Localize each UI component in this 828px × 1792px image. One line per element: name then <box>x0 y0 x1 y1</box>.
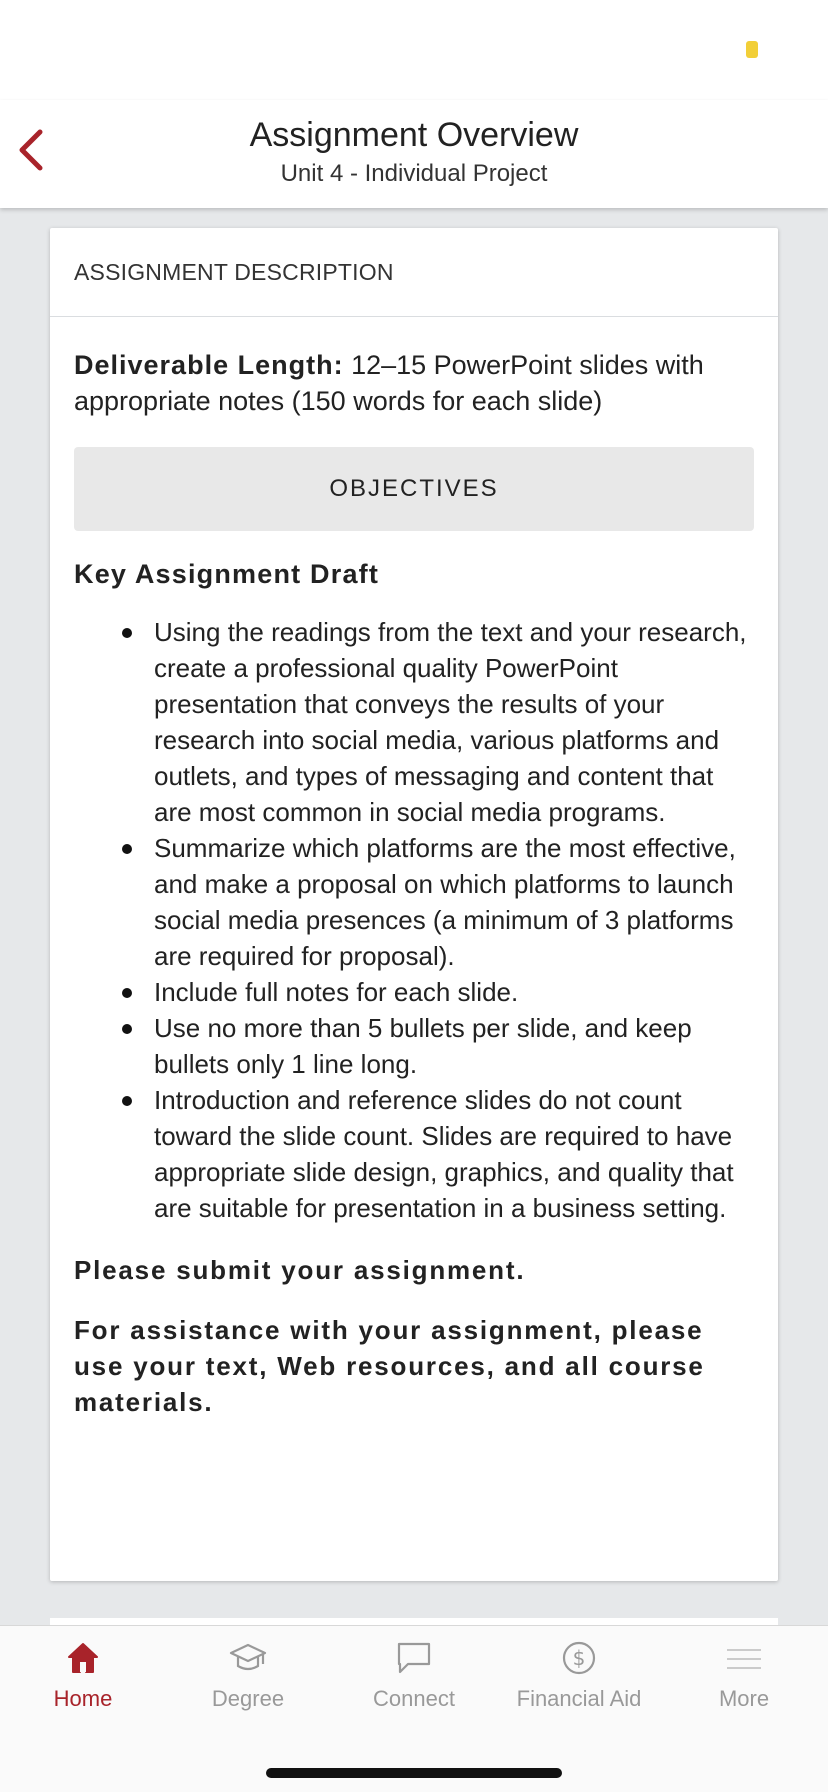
assignment-description-card <box>50 228 778 1581</box>
deliverable-label: Deliverable Length: <box>74 350 344 380</box>
submit-instruction: Please submit your assignment. <box>74 1255 526 1285</box>
tab-more[interactable] <box>661 1640 827 1720</box>
card-body <box>50 317 778 1420</box>
objectives-button[interactable]: OBJECTIVES <box>74 447 754 531</box>
assignment-bullet-list <box>74 614 754 1226</box>
chat-bubble-icon <box>395 1640 433 1676</box>
tab-degree[interactable] <box>165 1640 331 1720</box>
menu-icon <box>725 1640 763 1676</box>
list-item: Using the readings from the text and your research, create a professional quality PowerPoint presentation that conveys the results of your research into social media, various platforms and outlets, and types of messaging and content that are most common in social media programs. <box>122 614 754 830</box>
tab-connect[interactable] <box>331 1640 497 1720</box>
deliverable-value: 12–15 PowerPoint slides with appropriate notes (150 words for each slide) <box>74 350 704 416</box>
list-item: Introduction and reference slides do not count toward the slide count. Slides are required to have appropriate slide design, graphics, and quality that are suitable for presentation in a business setting. <box>122 1082 754 1226</box>
tab-more-label: More <box>718 1686 770 1711</box>
battery-indicator-icon <box>746 41 758 58</box>
tab-home[interactable] <box>0 1640 166 1720</box>
nav-header <box>0 100 828 208</box>
status-bar <box>0 0 828 100</box>
tab-financial-aid-label: Financial Aid <box>516 1686 642 1711</box>
deliverable-length <box>74 347 754 419</box>
tab-connect-label: Connect <box>373 1686 455 1711</box>
dollar-circle-icon <box>561 1640 597 1676</box>
bottom-tab-bar <box>0 1625 828 1792</box>
tab-home-label: Home <box>53 1686 113 1711</box>
assistance-instruction: For assistance with your assignment, please use your text, Web resources, and all course materials. <box>74 1315 705 1417</box>
home-icon <box>65 1640 101 1676</box>
page-title: Assignment Overview <box>249 116 579 154</box>
section-title: Key Assignment Draft <box>74 559 380 589</box>
card-heading: ASSIGNMENT DESCRIPTION <box>50 228 778 317</box>
list-item: Use no more than 5 bullets per slide, and keep bullets only 1 line long. <box>122 1010 754 1082</box>
list-item: Include full notes for each slide. <box>122 974 754 1010</box>
graduation-cap-icon <box>228 1640 268 1676</box>
home-indicator[interactable] <box>266 1768 562 1778</box>
tab-financial-aid[interactable] <box>496 1640 662 1720</box>
page-subtitle: Unit 4 - Individual Project <box>280 160 548 187</box>
svg-text:$: $ <box>572 1646 586 1670</box>
tab-degree-label: Degree <box>211 1686 285 1711</box>
list-item: Summarize which platforms are the most effective, and make a proposal on which platforms to launch social media presences (a minimum of 3 platforms are required for proposal). <box>122 830 754 974</box>
